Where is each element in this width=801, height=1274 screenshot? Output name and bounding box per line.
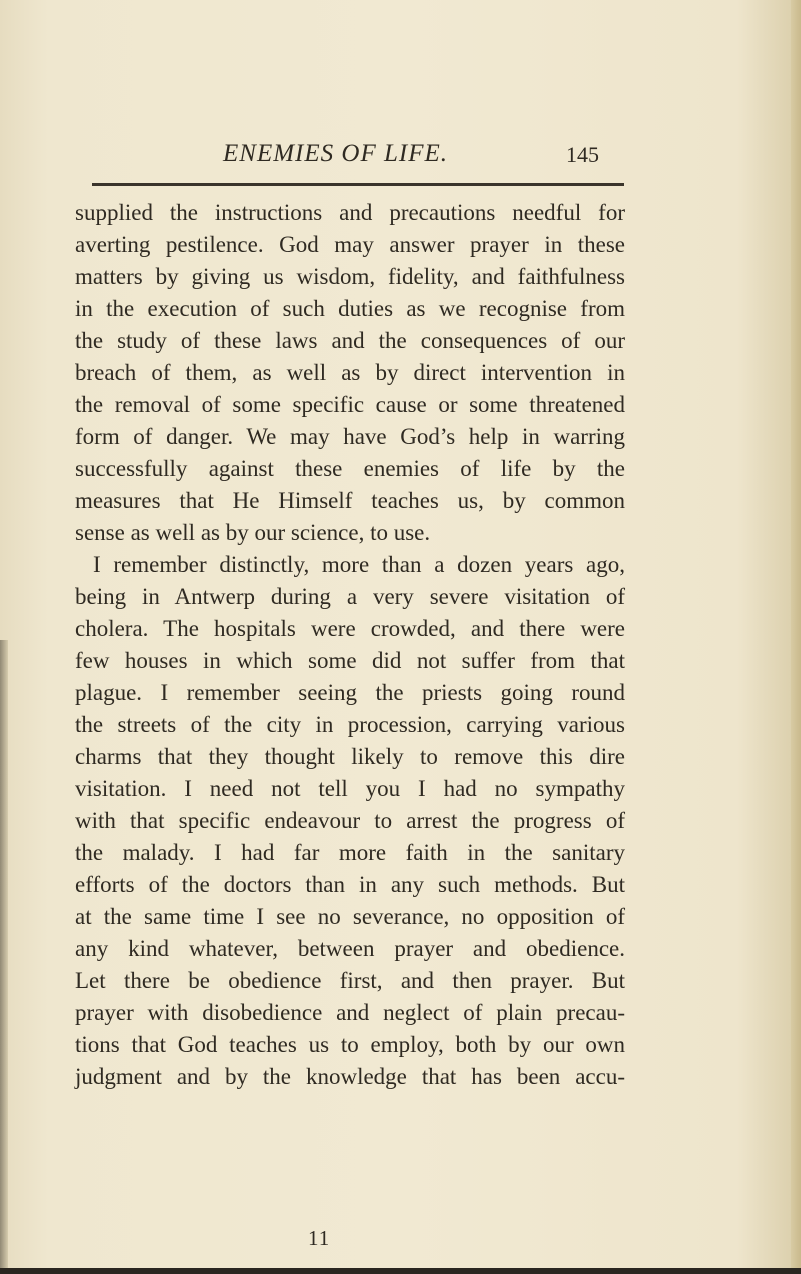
text-line: the removal of some specific cause or some threatened [75, 392, 625, 417]
text-line: the malady. I had far more faith in the sanitary [75, 840, 625, 865]
text-line: successfully against these enemies of life by the [75, 456, 625, 481]
text-line: sense as well as by our science, to use. [75, 520, 431, 545]
text-line: judgment and by the knowledge that has been accu- [75, 1064, 625, 1089]
paragraph-start-line: I remember distinctly, more than a dozen years ago, [93, 552, 625, 577]
text-line: breach of them, as well as by direct intervention in [75, 360, 625, 385]
text-line: any kind whatever, between prayer and obedience. [75, 936, 625, 961]
text-line: form of danger. We may have God’s help in warring [75, 424, 625, 449]
text-line: efforts of the doctors than in any such methods. But [75, 872, 625, 897]
running-header [75, 132, 625, 172]
page-edge [791, 0, 801, 1274]
text-line: charms that they thought likely to remove this dire [75, 744, 625, 769]
page-gutter-shadow [0, 640, 8, 1274]
text-line: averting pestilence. God may answer prayer in these [75, 232, 625, 257]
text-line: few houses in which some did not suffer from that [75, 648, 625, 673]
text-line: cholera. The hospitals were crowded, and there were [75, 616, 625, 641]
text-line: the study of these laws and the consequences of our [75, 328, 625, 353]
page-bottom-edge [0, 1268, 801, 1274]
text-line: supplied the instructions and precautions needful for [75, 200, 625, 225]
text-line: prayer with disobedience and neglect of plain precau- [75, 1000, 625, 1025]
text-line: tions that God teaches us to employ, both by our own [75, 1032, 625, 1057]
text-line: being in Antwerp during a very severe visitation of [75, 584, 625, 609]
text-line: measures that He Himself teaches us, by common [75, 488, 625, 513]
page-number: 145 [566, 142, 599, 167]
running-title: ENEMIES OF LIFE. [223, 140, 448, 167]
body-text [75, 197, 625, 1093]
text-line: with that specific endeavour to arrest the progress of [75, 808, 625, 833]
text-line: the streets of the city in procession, carrying various [75, 712, 625, 737]
text-line: matters by giving us wisdom, fidelity, and faithfulness [75, 264, 625, 289]
text-line: visitation. I need not tell you I had no sympathy [75, 776, 625, 801]
text-line: in the execution of such duties as we recognise from [75, 296, 625, 321]
signature-mark: 11 [308, 1226, 331, 1250]
text-line: plague. I remember seeing the priests going round [75, 680, 625, 705]
text-line: Let there be obedience first, and then prayer. But [75, 968, 625, 993]
header-rule [92, 183, 624, 186]
text-line: at the same time I see no severance, no opposition of [75, 904, 625, 929]
